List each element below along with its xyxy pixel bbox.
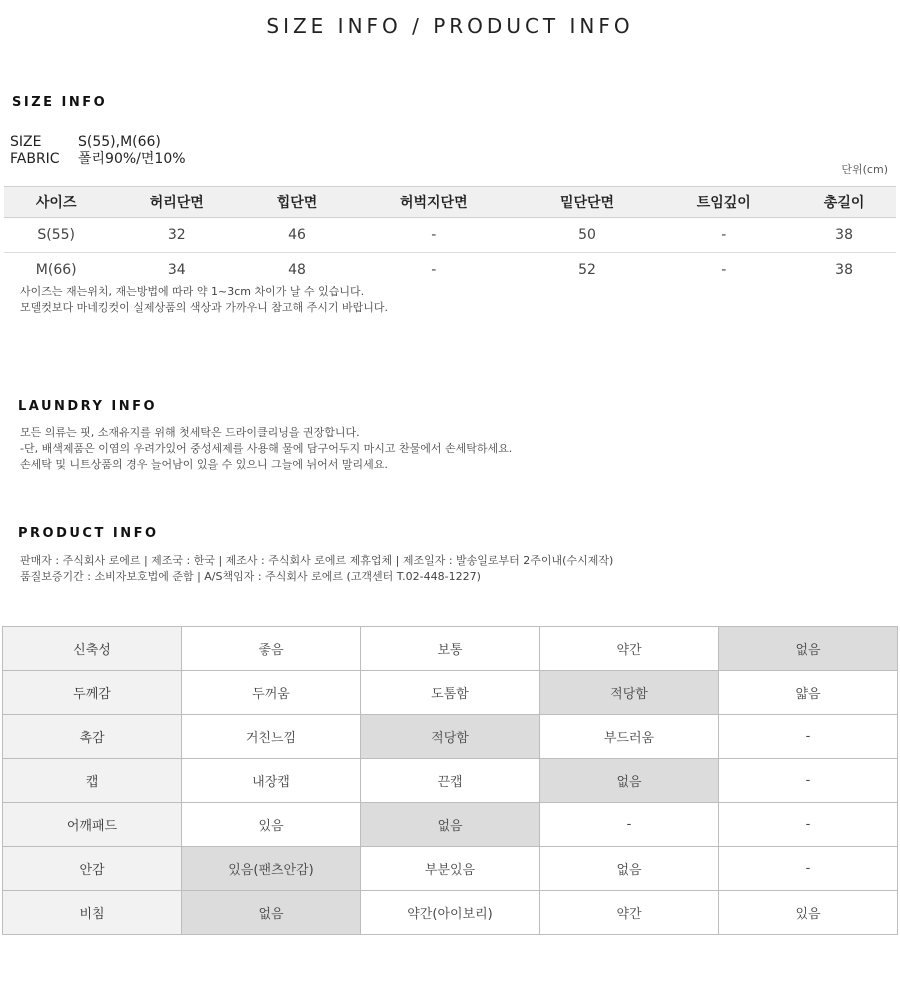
- fabric-option: 내장캡: [182, 759, 361, 803]
- fabric-option: 있음: [719, 891, 898, 935]
- fabric-option: 얇음: [719, 671, 898, 715]
- fabric-option: 두꺼움: [182, 671, 361, 715]
- fabric-option-selected: 적당함: [361, 715, 540, 759]
- fabric-option: 끈캡: [361, 759, 540, 803]
- size-spec: [10, 134, 161, 151]
- column-header: 사이즈: [4, 187, 108, 218]
- laundry-line: -단, 배색제품은 이염의 우려가있어 중성세제를 사용해 물에 담구어두지 마시고 찬물에서 손세탁하세요.: [20, 442, 513, 455]
- table-cell: 50: [519, 218, 656, 253]
- fabric-option: 도톰함: [361, 671, 540, 715]
- fabric-row-label: 두께감: [3, 671, 182, 715]
- fabric-row-label: 촉감: [3, 715, 182, 759]
- table-cell: 48: [288, 262, 306, 278]
- table-cell: -: [655, 218, 792, 253]
- table-cell: -: [431, 262, 437, 278]
- fabric-row: [3, 847, 898, 891]
- size-value: S(55),M(66): [78, 134, 161, 150]
- laundry-line: 손세탁 및 니트상품의 경우 늘어남이 있을 수 있으니 그늘에 뉘어서 말리세요.: [20, 458, 388, 471]
- table-cell: 52: [578, 262, 596, 278]
- fabric-row: [3, 627, 898, 671]
- fabric-option: -: [719, 847, 898, 891]
- column-header: 트임깊이: [655, 187, 792, 218]
- fabric-row-label: 캡: [3, 759, 182, 803]
- fabric-option: -: [540, 803, 719, 847]
- fabric-option: 있음: [182, 803, 361, 847]
- fabric-option-selected: 적당함: [540, 671, 719, 715]
- fabric-option: -: [719, 759, 898, 803]
- fabric-option: 부드러움: [540, 715, 719, 759]
- fabric-option: -: [719, 715, 898, 759]
- table-cell: -: [349, 218, 519, 253]
- size-table-header: [4, 187, 896, 218]
- fabric-spec: [10, 151, 186, 168]
- fabric-option: 좋음: [182, 627, 361, 671]
- product-notes: [20, 553, 613, 585]
- fabric-option: 없음: [540, 847, 719, 891]
- table-cell: 32: [108, 218, 245, 253]
- size-info-title: SIZE INFO: [12, 95, 108, 110]
- fabric-option: 약간: [540, 891, 719, 935]
- table-row: [4, 253, 896, 288]
- fabric-row-label: 안감: [3, 847, 182, 891]
- table-cell: -: [721, 262, 727, 278]
- fabric-option-selected: 없음: [540, 759, 719, 803]
- column-header: 밑단단면: [519, 187, 656, 218]
- fabric-label: FABRIC: [10, 151, 60, 167]
- fabric-row-label: 어깨패드: [3, 803, 182, 847]
- column-header: 총길이: [792, 187, 896, 218]
- table-cell: M(66): [35, 262, 77, 278]
- laundry-info-title: LAUNDRY INFO: [18, 399, 158, 414]
- column-header: 허리단면: [108, 187, 245, 218]
- fabric-option: 부분있음: [361, 847, 540, 891]
- column-header: 힙단면: [245, 187, 349, 218]
- product-line: 판매자 : 주식회사 로에르 | 제조국 : 한국 | 제조사 : 주식회사 로에르 제휴업체 | 제조일자 : 발송일로부터 2주이내(수시제작): [20, 554, 614, 567]
- fabric-option-selected: 없음: [361, 803, 540, 847]
- fabric-row: [3, 759, 898, 803]
- fabric-row: [3, 803, 898, 847]
- table-cell: 34: [167, 262, 186, 278]
- laundry-line: 모든 의류는 핏, 소재유지를 위해 첫세탁은 드라이클리닝을 권장합니다.: [20, 426, 360, 439]
- table-cell: S(55): [4, 218, 108, 253]
- fabric-row: [3, 891, 898, 935]
- size-notes: [20, 284, 388, 316]
- product-line: 품질보증기간 : 소비자보호법에 준함 | A/S책임자 : 주식회사 로에르 (고객센터 T.02-448-1227): [20, 570, 481, 583]
- fabric-option: -: [719, 803, 898, 847]
- unit-label: 단위(cm): [841, 163, 888, 176]
- fabric-option: 약간: [540, 627, 719, 671]
- fabric-option-selected: 없음: [719, 627, 898, 671]
- fabric-row: [3, 671, 898, 715]
- fabric-option: 보통: [361, 627, 540, 671]
- fabric-property-table: [2, 626, 898, 935]
- laundry-notes: [20, 425, 512, 473]
- table-cell: 38: [792, 218, 896, 253]
- fabric-option: 약간(아이보리): [361, 891, 540, 935]
- size-label: SIZE: [10, 134, 42, 150]
- product-info-title: PRODUCT INFO: [18, 526, 159, 541]
- fabric-option-selected: 없음: [182, 891, 361, 935]
- size-table: [4, 186, 896, 287]
- fabric-row-label: 신축성: [3, 627, 182, 671]
- fabric-row-label: 비침: [3, 891, 182, 935]
- fabric-row: [3, 715, 898, 759]
- fabric-option-selected: 있음(팬츠안감): [182, 847, 361, 891]
- table-cell: 38: [835, 262, 853, 278]
- fabric-option: 거친느낌: [182, 715, 361, 759]
- column-header: 허벅지단면: [349, 187, 519, 218]
- table-row: [4, 218, 896, 253]
- size-note-line: 모델컷보다 마네킹컷이 실제상품의 색상과 가까우니 참고해 주시기 바랍니다.: [20, 301, 389, 314]
- size-note-line: 사이즈는 재는위치, 재는방법에 따라 약 1~3cm 차이가 날 수 있습니다.: [20, 285, 365, 298]
- fabric-value: 폴리90%/면10%: [78, 151, 186, 167]
- page-title: SIZE INFO / PRODUCT INFO: [266, 14, 634, 38]
- table-cell: 46: [245, 218, 349, 253]
